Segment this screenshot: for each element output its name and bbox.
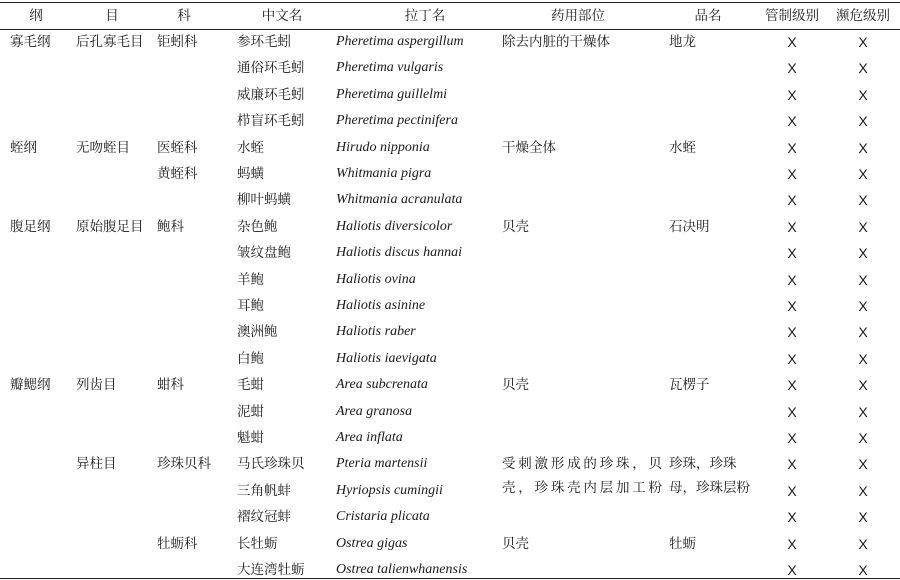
latin-name-cell: Hirudo nipponia [336, 139, 430, 155]
family-cell: 蚶科 [157, 377, 184, 394]
endangered-level-mark: X [858, 271, 868, 288]
control-level-mark: X [787, 350, 797, 367]
latin-name-cell: Whitmania pigra [336, 166, 432, 181]
latin-name-cell: Pheretima aspergillum [336, 34, 464, 49]
chinese-name-cell: 魁蚶 [237, 430, 264, 446]
order-cell: 异柱目 [76, 456, 117, 473]
column-header: 拉丁名 [404, 8, 446, 24]
chinese-name-cell: 杂色鲍 [237, 218, 278, 235]
endangered-level-mark: X [858, 86, 868, 103]
control-level-mark: X [787, 430, 797, 446]
latin-name-cell: Cristaria plicata [336, 509, 430, 525]
control-level-mark: X [787, 298, 797, 314]
chinese-name-cell: 耳鲍 [237, 298, 264, 314]
endangered-level-mark: X [858, 350, 868, 367]
control-level-mark: X [787, 60, 797, 77]
family-cell: 医蛭科 [157, 139, 198, 156]
chinese-name-cell: 参环毛蚓 [237, 34, 291, 50]
latin-name-cell: Ostrea gigas [336, 535, 408, 551]
medicinal-part-cell: 贝壳 [502, 535, 529, 552]
chinese-name-cell: 三角帆蚌 [237, 482, 291, 499]
order-cell: 原始腹足目 [76, 218, 144, 235]
endangered-level-mark: X [858, 139, 868, 156]
family-cell: 珍珠贝科 [157, 456, 211, 473]
latin-name-cell: Haliotis diversicolor [336, 218, 453, 234]
class-cell: 腹足纲 [10, 218, 51, 235]
endangered-level-mark: X [858, 113, 868, 130]
chinese-name-cell: 大连湾牡蛎 [237, 562, 305, 578]
control-level-mark: X [787, 403, 797, 420]
control-level-mark: X [787, 139, 797, 156]
control-level-mark: X [787, 324, 797, 341]
control-level-mark: X [787, 34, 797, 50]
endangered-level-mark: X [858, 562, 868, 578]
column-header: 管制级别 [765, 8, 819, 24]
endangered-level-mark: X [858, 192, 868, 209]
endangered-level-mark: X [858, 509, 868, 526]
latin-name-cell: Whitmania acranulata [336, 192, 463, 208]
latin-name-cell: Haliotis raber [336, 324, 416, 340]
product-name-cell: 水蛭 [669, 139, 696, 156]
medicinal-part-cell: 干燥全体 [502, 139, 556, 156]
chinese-name-cell: 毛蚶 [237, 377, 264, 394]
product-name-cell: 牡蛎 [669, 535, 696, 552]
endangered-level-mark: X [858, 218, 868, 235]
endangered-level-mark: X [858, 535, 868, 552]
product-name-cell: 地龙 [669, 34, 696, 50]
latin-name-cell: Area granosa [336, 403, 413, 419]
endangered-level-mark: X [858, 324, 868, 341]
header-rule [0, 29, 900, 30]
chinese-name-cell: 水蛭 [237, 139, 264, 156]
latin-name-cell: Haliotis iaevigata [336, 350, 437, 366]
chinese-name-cell: 马氏珍珠贝 [237, 456, 305, 473]
control-level-mark: X [787, 218, 797, 235]
order-cell: 无吻蛭目 [76, 139, 130, 156]
endangered-level-mark: X [858, 456, 868, 473]
chinese-name-cell: 蚂蟥 [237, 166, 264, 182]
latin-name-cell: Pheretima pectinifera [336, 113, 458, 129]
endangered-level-mark: X [858, 166, 868, 182]
control-level-mark: X [787, 535, 797, 552]
control-level-mark: X [787, 271, 797, 288]
product-name-cell: 珍珠，珍珠母，珍珠层粉 [669, 456, 750, 497]
chinese-name-cell: 澳洲鲍 [237, 324, 278, 341]
latin-name-cell: Haliotis discus hannai [336, 245, 463, 261]
column-header: 科 [177, 8, 191, 24]
latin-name-cell: Hyriopsis cumingii [336, 482, 443, 498]
chinese-name-cell: 长牡蛎 [237, 535, 278, 552]
chinese-name-cell: 柳叶蚂蟥 [237, 192, 291, 209]
control-level-mark: X [787, 192, 797, 209]
control-level-mark: X [787, 562, 797, 578]
column-header: 品名 [694, 8, 722, 24]
latin-name-cell: Pheretima guillelmi [336, 86, 448, 102]
latin-name-cell: Area subcrenata [336, 377, 428, 393]
chinese-name-cell: 皱纹盘鲍 [237, 245, 291, 262]
product-name-cell: 瓦楞子 [669, 377, 710, 394]
endangered-level-mark: X [858, 60, 868, 77]
bottom-rule [0, 578, 900, 579]
chinese-name-cell: 威廉环毛蚓 [237, 86, 305, 103]
control-level-mark: X [787, 113, 797, 130]
class-cell: 寡毛纲 [10, 34, 51, 50]
order-cell: 列齿目 [76, 377, 117, 394]
medicinal-part-cell: 除去内脏的干燥体 [502, 34, 610, 50]
class-cell: 瓣鳃纲 [10, 377, 51, 394]
control-level-mark: X [787, 166, 797, 182]
endangered-level-mark: X [858, 430, 868, 446]
endangered-level-mark: X [858, 245, 868, 262]
chinese-name-cell: 栉盲环毛蚓 [237, 113, 305, 130]
column-header: 中文名 [261, 8, 303, 24]
control-level-mark: X [787, 245, 797, 262]
latin-name-cell: Pteria martensii [336, 456, 428, 472]
chinese-name-cell: 泥蚶 [237, 403, 264, 420]
endangered-level-mark: X [858, 298, 868, 314]
chinese-name-cell: 羊鲍 [237, 271, 264, 288]
product-name-cell: 石决明 [669, 218, 710, 235]
chinese-name-cell: 白鲍 [237, 350, 264, 367]
medicinal-part-cell: 贝壳 [502, 218, 529, 235]
endangered-level-mark: X [858, 403, 868, 420]
control-level-mark: X [787, 456, 797, 473]
column-header: 纲 [29, 8, 43, 24]
control-level-mark: X [787, 86, 797, 103]
column-header: 药用部位 [551, 8, 605, 24]
latin-name-cell: Area inflata [336, 430, 403, 445]
medicinal-part-cell: 贝壳 [502, 377, 529, 394]
family-cell: 牡蛎科 [157, 535, 198, 552]
family-cell: 钜蚓科 [157, 34, 198, 50]
control-level-mark: X [787, 509, 797, 526]
endangered-level-mark: X [858, 482, 868, 499]
chinese-name-cell: 褶纹冠蚌 [237, 509, 291, 526]
endangered-level-mark: X [858, 34, 868, 50]
class-cell: 蛭纲 [10, 139, 37, 156]
medicinal-part-cell: 受刺激形成的珍珠，贝壳，珍珠壳内层加工粉 [502, 456, 662, 497]
family-cell: 鲍科 [157, 218, 184, 235]
family-cell: 黄蛭科 [157, 166, 198, 182]
latin-name-cell: Haliotis ovina [336, 271, 416, 287]
chinese-name-cell: 通俗环毛蚓 [237, 60, 305, 77]
top-rule [0, 2, 900, 3]
endangered-level-mark: X [858, 377, 868, 394]
latin-name-cell: Ostrea talienwhanensis [336, 562, 468, 577]
column-header: 濒危级别 [836, 8, 890, 24]
latin-name-cell: Pheretima vulgaris [336, 60, 444, 76]
column-header: 目 [105, 8, 119, 24]
latin-name-cell: Haliotis asinine [336, 298, 426, 313]
order-cell: 后孔寡毛目 [76, 34, 144, 50]
control-level-mark: X [787, 377, 797, 394]
control-level-mark: X [787, 482, 797, 499]
